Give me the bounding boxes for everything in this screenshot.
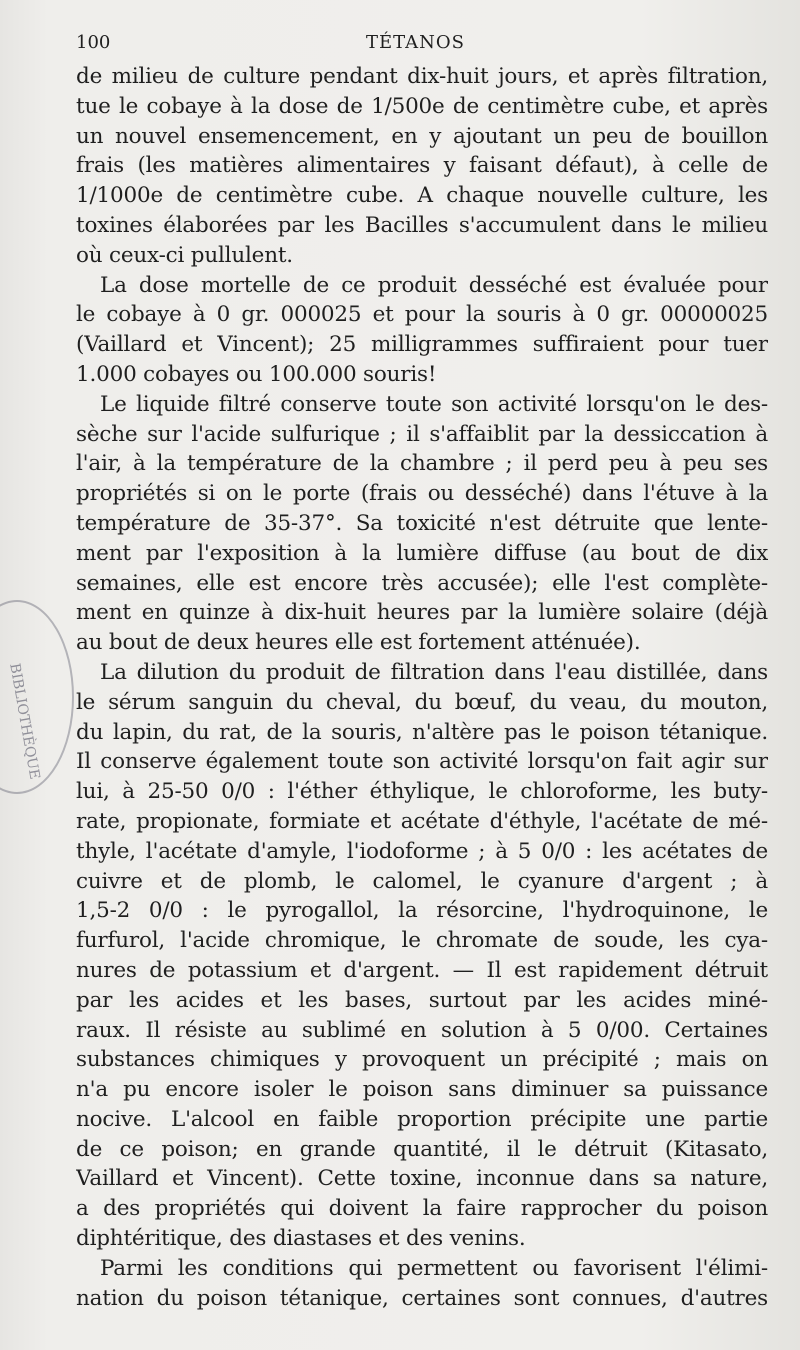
text-line: le cobaye à 0 gr. 000025 et pour la souris à 0 gr. 00000025: [76, 302, 768, 328]
text-line: La dose mortelle de ce produit desséché est évaluée pour: [100, 272, 768, 298]
text-line: La dilution du produit de filtration dans l'eau distillée, dans: [100, 659, 768, 685]
text-line: où ceux-ci pullulent.: [76, 242, 293, 268]
text-line: furfurol, l'acide chromique, le chromate de soude, les cya-: [76, 928, 768, 954]
stamp-text: BIBLIOTHÈQUE: [6, 662, 43, 781]
library-stamp: [0, 600, 74, 794]
body-text: [76, 62, 768, 1313]
text-line: sèche sur l'acide sulfurique ; il s'affaiblit par la dessiccation à: [76, 421, 768, 447]
text-line: frais (les matières alimentaires y faisant défaut), à celle de: [76, 153, 768, 179]
page-header: [76, 32, 766, 60]
text-line: Le liquide filtré conserve toute son activité lorsqu'on le des-: [100, 391, 768, 417]
text-line: 1/1000e de centimètre cube. A chaque nouvelle culture, les: [76, 183, 768, 209]
text-line: rate, propionate, formiate et acétate d'éthyle, l'acétate de mé-: [76, 808, 768, 834]
text-line: thyle, l'acétate d'amyle, l'iodoforme ; à 5 0/0 : les acétates de: [76, 838, 768, 864]
text-line: Vaillard et Vincent). Cette toxine, inconnue dans sa nature,: [76, 1166, 768, 1192]
text-line: le sérum sanguin du cheval, du bœuf, du veau, du mouton,: [76, 689, 768, 715]
text-line: un nouvel ensemencement, en y ajoutant un peu de bouillon: [76, 123, 768, 149]
text-line: du lapin, du rat, de la souris, n'altère pas le poison tétanique.: [76, 719, 768, 745]
text-line: Parmi les conditions qui permettent ou favorisent l'élimi-: [100, 1255, 768, 1281]
text-line: ment par l'exposition à la lumière diffuse (au bout de dix: [76, 540, 768, 566]
text-line: température de 35-37°. Sa toxicité n'est détruite que lente-: [76, 510, 768, 536]
text-line: lui, à 25-50 0/0 : l'éther éthylique, le chloroforme, les buty-: [76, 779, 768, 805]
text-line: semaines, elle est encore très accusée); elle l'est complète-: [76, 570, 768, 596]
text-line: a des propriétés qui doivent la faire rapprocher du poison: [76, 1196, 768, 1222]
text-line: substances chimiques y provoquent un précipité ; mais on: [76, 1047, 768, 1073]
running-title: TÉTANOS: [366, 32, 466, 53]
text-line: au bout de deux heures elle est fortement atténuée).: [76, 630, 641, 656]
text-line: propriétés si on le porte (frais ou desséché) dans l'étuve à la: [76, 481, 768, 507]
text-line: nation du poison tétanique, certaines sont connues, d'autres: [76, 1285, 768, 1311]
text-line: tue le cobaye à la dose de 1/500e de centimètre cube, et après: [76, 93, 768, 119]
text-line: (Vaillard et Vincent); 25 milligrammes suffiraient pour tuer: [76, 332, 768, 358]
text-line: nures de potassium et d'argent. — Il est rapidement détruit: [76, 957, 768, 983]
text-line: Il conserve également toute son activité lorsqu'on fait agir sur: [76, 749, 768, 775]
text-line: 1,5-2 0/0 : le pyrogallol, la résorcine, l'hydroquinone, le: [76, 898, 768, 924]
text-line: diphtéritique, des diastases et des venins.: [76, 1226, 526, 1252]
text-line: par les acides et les bases, surtout par les acides miné-: [76, 987, 768, 1013]
page-number: 100: [76, 32, 111, 53]
text-line: raux. Il résiste au sublimé en solution à 5 0/00. Certaines: [76, 1017, 768, 1043]
text-line: cuivre et de plomb, le calomel, le cyanure d'argent ; à: [76, 868, 768, 894]
text-line: de milieu de culture pendant dix-huit jours, et après filtration,: [76, 64, 768, 89]
text-line: n'a pu encore isoler le poison sans diminuer sa puissance: [76, 1077, 768, 1103]
text-line: nocive. L'alcool en faible proportion précipite une partie: [76, 1106, 768, 1132]
text-line: de ce poison; en grande quantité, il le détruit (Kitasato,: [76, 1136, 768, 1162]
text-line: ment en quinze à dix-huit heures par la lumière solaire (déjà: [76, 600, 768, 626]
text-line: toxines élaborées par les Bacilles s'accumulent dans le milieu: [76, 212, 768, 238]
text-line: 1.000 cobayes ou 100.000 souris!: [76, 361, 437, 387]
text-line: l'air, à la température de la chambre ; il perd peu à peu ses: [76, 451, 768, 477]
